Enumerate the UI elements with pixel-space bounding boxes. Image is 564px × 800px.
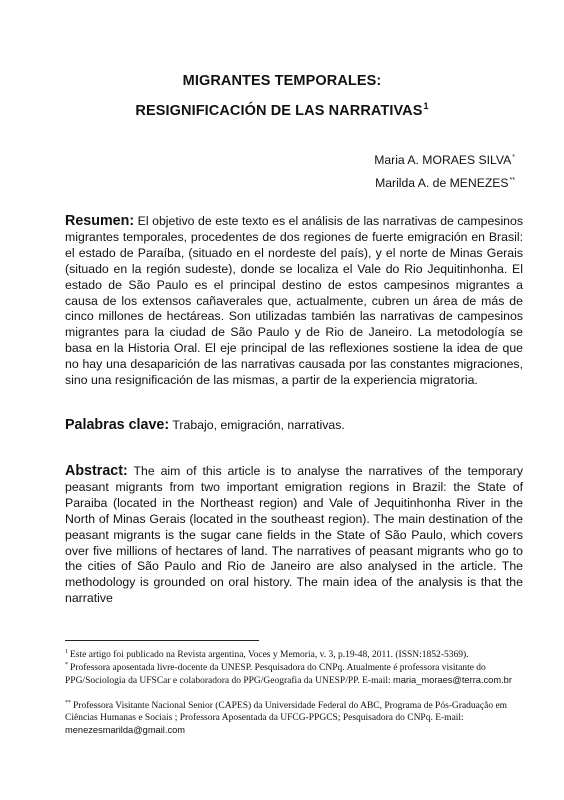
title-line-2-text: RESIGNIFICACIÓN DE LAS NARRATIVAS — [135, 103, 423, 119]
footnote-3 — [65, 697, 525, 738]
footnote-2-text: Professora aposentada livre-docente da UNESP. Pesquisadora do CNPq. Atualmente é professora visitante do PPG/Sociologia da UFSCar e colaboradora do PPG/Geografia da UNESP/PP. E-mail: — [65, 663, 486, 687]
footnote-3-text: Professora Visitante Nacional Senior (CAPES) da Universidade Federal do ABC, Programa de Pós-Graduação em Ciências Humanas e Sociais ; Professora Aposentada da UFCG-PPGCS; Pesquisadora do CNPq. E-mail: — [65, 701, 508, 724]
footnote-3-mark: ** — [65, 700, 71, 706]
footnote-2-mark: * — [65, 662, 68, 668]
keywords-text: Trabajo, emigración, narrativas. — [172, 418, 345, 432]
author-2-name: Marilda A. de MENEZES — [375, 176, 509, 190]
author-1-mark[interactable]: * — [512, 154, 515, 161]
paper-title-line-2 — [60, 101, 504, 119]
resumen-paragraph — [65, 214, 523, 389]
footnote-2 — [65, 659, 525, 687]
abstract-paragraph — [65, 464, 523, 607]
author-2-mark[interactable]: ** — [509, 177, 515, 184]
keywords-paragraph — [65, 418, 523, 434]
title-line-1-text: MIGRANTES TEMPORALES: — [182, 73, 382, 89]
keywords-label: Palabras clave: — [65, 417, 170, 433]
footnote-2-email-link[interactable]: maria_moraes@terra.com.br — [392, 675, 512, 686]
footnote-1-text: Este artigo foi publicado na Revista argentina, Voces y Memoria, v. 3, p.19-48, 2011. (ISSN:1852-5369). — [70, 650, 469, 660]
title-footnote-mark[interactable]: 1 — [423, 101, 429, 111]
footnote-1-mark: 1 — [65, 649, 68, 655]
author-1-name: Maria A. MORAES SILVA — [374, 153, 512, 167]
footnote-3-email-link[interactable]: menezesmarilda@gmail.com — [65, 725, 186, 736]
abstract-text: The aim of this article is to analyse the narratives of the temporary peasant migrants from two important emigration regions in Brazil: the State of Paraiba (located in the Northeast region) and Vale of Jequitinhonha River in the North of Minas Gerais (located in the southeast region). The main destination of the peasant migrants is the sugar cane fields in the State of São Paulo, which covers over five millions of hectares of land. The narratives of peasant migrants who go to the cities of São Paulo and Rio de Janeiro are also analysed in the article. The methodology is grounded on oral history. The main idea of the analysis is that the narrative — [65, 464, 523, 606]
author-1 — [374, 153, 515, 167]
abstract-label: Abstract: — [65, 463, 128, 479]
paper-title-line-1 — [60, 73, 504, 89]
resumen-label: Resumen: — [65, 213, 135, 229]
footnote-divider — [65, 640, 259, 641]
resumen-text: El objetivo de este texto es el análisis de las narrativas de campesinos migrantes temporales, procedentes de dos regiones de fuerte emigración en Brasil: el estado de Paraíba, (situado en el nordeste del país), y el norte de Minas Gerais (situado en la región sudeste), donde se localiza el Vale do Rio Jequitinhonha. El estado de São Paulo es el principal destino de estos campesinos migrantes a causa de los extensos cañaverales que, actualmente, cubren un área de más de cinco millones de hectáreas. Son utilizadas también las narrativas de campesinos migrantes para la ciudad de São Paulo y de Rio de Janeiro. La metodología se basa en la Historia Oral. El eje principal de las reflexiones sostiene la idea de que no hay una desaparición de las narrativas causada por las constantes migraciones, sino una resignificación de las mismas, a partir de la experiencia migratoria. — [65, 214, 523, 388]
author-2 — [375, 176, 515, 190]
